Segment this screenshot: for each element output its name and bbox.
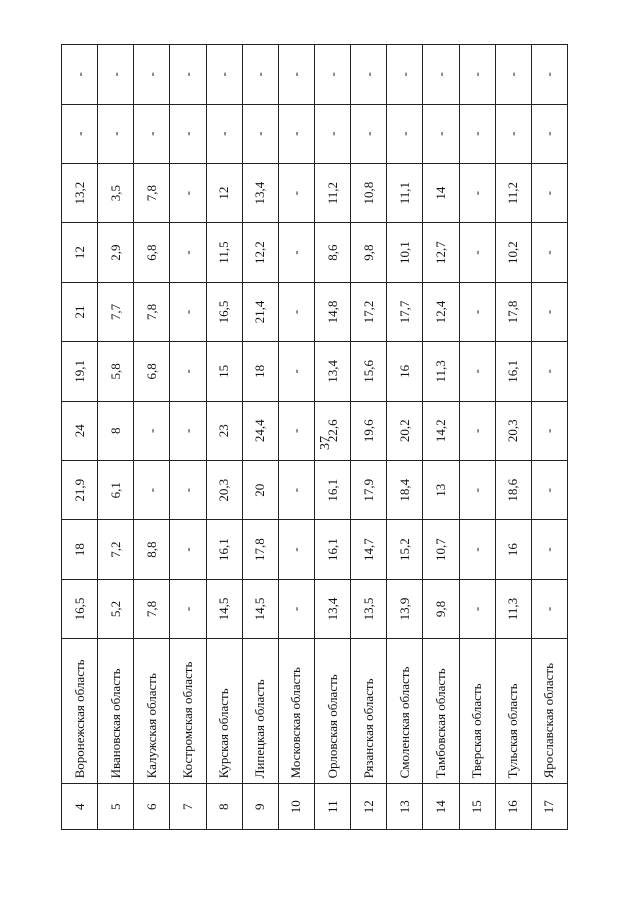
value-cell: - bbox=[278, 520, 314, 579]
value-cell: - bbox=[278, 401, 314, 460]
value-cell: 6,8 bbox=[134, 342, 170, 401]
table-row bbox=[351, 45, 387, 830]
row-number-cell: 4 bbox=[62, 784, 98, 830]
value-cell: - bbox=[387, 104, 423, 163]
row-number-cell: 7 bbox=[170, 784, 206, 830]
table-row bbox=[278, 45, 314, 830]
value-cell: 18 bbox=[62, 520, 98, 579]
value-cell: 11,3 bbox=[423, 342, 459, 401]
value-cell: 16 bbox=[387, 342, 423, 401]
value-cell: - bbox=[459, 520, 495, 579]
row-number-cell: 16 bbox=[495, 784, 531, 830]
value-cell: - bbox=[62, 104, 98, 163]
value-cell: 16,1 bbox=[314, 460, 350, 519]
value-cell: - bbox=[495, 104, 531, 163]
value-cell: - bbox=[170, 163, 206, 222]
value-cell: 20,2 bbox=[387, 401, 423, 460]
value-cell: - bbox=[531, 104, 567, 163]
value-cell: - bbox=[206, 45, 242, 105]
value-cell: 13,2 bbox=[62, 163, 98, 222]
value-cell: 16,1 bbox=[206, 520, 242, 579]
region-name-cell: Ярославская область bbox=[531, 639, 567, 784]
value-cell: 6,8 bbox=[134, 223, 170, 282]
value-cell: 11,2 bbox=[495, 163, 531, 222]
value-cell: - bbox=[423, 104, 459, 163]
region-name-cell: Тульская область bbox=[495, 639, 531, 784]
row-number-cell: 9 bbox=[242, 784, 278, 830]
value-cell: - bbox=[459, 282, 495, 341]
value-cell: 11,5 bbox=[206, 223, 242, 282]
value-cell: - bbox=[170, 282, 206, 341]
region-statistics-table bbox=[61, 44, 568, 830]
value-cell: - bbox=[531, 342, 567, 401]
row-number-cell: 17 bbox=[531, 784, 567, 830]
region-name-cell: Ивановская область bbox=[98, 639, 134, 784]
value-cell: 20 bbox=[242, 460, 278, 519]
value-cell: - bbox=[134, 45, 170, 105]
row-number-cell: 10 bbox=[278, 784, 314, 830]
value-cell: 16,5 bbox=[206, 282, 242, 341]
table-row bbox=[314, 45, 350, 830]
value-cell: - bbox=[170, 401, 206, 460]
value-cell: - bbox=[278, 460, 314, 519]
value-cell: 2,9 bbox=[98, 223, 134, 282]
value-cell: - bbox=[170, 520, 206, 579]
value-cell: 14,2 bbox=[423, 401, 459, 460]
value-cell: 24,4 bbox=[242, 401, 278, 460]
value-cell: 15,2 bbox=[387, 520, 423, 579]
value-cell: 6,1 bbox=[98, 460, 134, 519]
region-name-cell: Тверская область bbox=[459, 639, 495, 784]
value-cell: - bbox=[531, 163, 567, 222]
value-cell: - bbox=[531, 401, 567, 460]
value-cell: 17,2 bbox=[351, 282, 387, 341]
value-cell: - bbox=[387, 45, 423, 105]
region-name-cell: Тамбовская область bbox=[423, 639, 459, 784]
value-cell: - bbox=[62, 45, 98, 105]
value-cell: - bbox=[134, 460, 170, 519]
value-cell: - bbox=[314, 45, 350, 105]
region-name-cell: Орловская область bbox=[314, 639, 350, 784]
value-cell: - bbox=[459, 45, 495, 105]
region-name-cell: Костромская область bbox=[170, 639, 206, 784]
value-cell: - bbox=[459, 342, 495, 401]
value-cell: 12 bbox=[62, 223, 98, 282]
value-cell: 10,2 bbox=[495, 223, 531, 282]
value-cell: 18,6 bbox=[495, 460, 531, 519]
region-name-cell: Смоленская область bbox=[387, 639, 423, 784]
value-cell: 13 bbox=[423, 460, 459, 519]
value-cell: 13,4 bbox=[314, 579, 350, 638]
value-cell: 19,6 bbox=[351, 401, 387, 460]
value-cell: - bbox=[170, 342, 206, 401]
value-cell: - bbox=[314, 104, 350, 163]
value-cell: 7,2 bbox=[98, 520, 134, 579]
value-cell: 13,9 bbox=[387, 579, 423, 638]
value-cell: - bbox=[531, 520, 567, 579]
value-cell: - bbox=[134, 401, 170, 460]
value-cell: 17,8 bbox=[242, 520, 278, 579]
value-cell: 24 bbox=[62, 401, 98, 460]
value-cell: - bbox=[278, 163, 314, 222]
value-cell: - bbox=[531, 223, 567, 282]
value-cell: 10,8 bbox=[351, 163, 387, 222]
value-cell: 16,1 bbox=[495, 342, 531, 401]
row-number-cell: 13 bbox=[387, 784, 423, 830]
value-cell: - bbox=[459, 579, 495, 638]
value-cell: 17,7 bbox=[387, 282, 423, 341]
region-name-cell: Липецкая область bbox=[242, 639, 278, 784]
value-cell: 11,2 bbox=[314, 163, 350, 222]
value-cell: 7,7 bbox=[98, 282, 134, 341]
value-cell: - bbox=[170, 45, 206, 105]
table-row bbox=[62, 45, 98, 830]
value-cell: 18,4 bbox=[387, 460, 423, 519]
value-cell: 9,8 bbox=[423, 579, 459, 638]
value-cell: 14 bbox=[423, 163, 459, 222]
value-cell: 21 bbox=[62, 282, 98, 341]
table-row bbox=[531, 45, 567, 830]
value-cell: - bbox=[278, 282, 314, 341]
value-cell: 13,5 bbox=[351, 579, 387, 638]
value-cell: - bbox=[459, 401, 495, 460]
region-name-cell: Курская область bbox=[206, 639, 242, 784]
value-cell: - bbox=[170, 223, 206, 282]
row-number-cell: 12 bbox=[351, 784, 387, 830]
region-name-cell: Калужская область bbox=[134, 639, 170, 784]
value-cell: 15,6 bbox=[351, 342, 387, 401]
value-cell: - bbox=[278, 104, 314, 163]
value-cell: 10,1 bbox=[387, 223, 423, 282]
value-cell: - bbox=[531, 460, 567, 519]
value-cell: 5,2 bbox=[98, 579, 134, 638]
region-name-cell: Московская область bbox=[278, 639, 314, 784]
value-cell: - bbox=[242, 104, 278, 163]
value-cell: - bbox=[351, 104, 387, 163]
value-cell: 16,1 bbox=[314, 520, 350, 579]
value-cell: - bbox=[531, 579, 567, 638]
value-cell: - bbox=[278, 342, 314, 401]
value-cell: - bbox=[278, 45, 314, 105]
value-cell: 11,1 bbox=[387, 163, 423, 222]
table-row bbox=[459, 45, 495, 830]
value-cell: 13,4 bbox=[314, 342, 350, 401]
value-cell: - bbox=[459, 163, 495, 222]
value-cell: 17,9 bbox=[351, 460, 387, 519]
table-row bbox=[98, 45, 134, 830]
value-cell: 14,5 bbox=[206, 579, 242, 638]
region-name-cell: Рязанская область bbox=[351, 639, 387, 784]
row-number-cell: 15 bbox=[459, 784, 495, 830]
value-cell: - bbox=[170, 460, 206, 519]
value-cell: 14,8 bbox=[314, 282, 350, 341]
value-cell: 22,6 bbox=[314, 401, 350, 460]
value-cell: - bbox=[531, 282, 567, 341]
value-cell: - bbox=[98, 45, 134, 105]
value-cell: 12,7 bbox=[423, 223, 459, 282]
value-cell: 12,2 bbox=[242, 223, 278, 282]
value-cell: 14,5 bbox=[242, 579, 278, 638]
value-cell: - bbox=[495, 45, 531, 105]
row-number-cell: 5 bbox=[98, 784, 134, 830]
value-cell: - bbox=[278, 579, 314, 638]
page-number: 37 bbox=[318, 436, 333, 450]
value-cell: 19,1 bbox=[62, 342, 98, 401]
value-cell: 7,8 bbox=[134, 579, 170, 638]
data-table-container bbox=[61, 44, 568, 830]
value-cell: - bbox=[531, 45, 567, 105]
row-number-cell: 14 bbox=[423, 784, 459, 830]
row-number-cell: 6 bbox=[134, 784, 170, 830]
table-row bbox=[387, 45, 423, 830]
value-cell: 9,8 bbox=[351, 223, 387, 282]
row-number-cell: 8 bbox=[206, 784, 242, 830]
value-cell: 12 bbox=[206, 163, 242, 222]
value-cell: - bbox=[351, 45, 387, 105]
value-cell: - bbox=[459, 460, 495, 519]
value-cell: 8,8 bbox=[134, 520, 170, 579]
table-body bbox=[62, 45, 568, 830]
value-cell: 5,8 bbox=[98, 342, 134, 401]
value-cell: 20,3 bbox=[495, 401, 531, 460]
value-cell: - bbox=[459, 223, 495, 282]
value-cell: - bbox=[459, 104, 495, 163]
value-cell: - bbox=[170, 579, 206, 638]
value-cell: 21,4 bbox=[242, 282, 278, 341]
value-cell: - bbox=[206, 104, 242, 163]
value-cell: 7,8 bbox=[134, 282, 170, 341]
value-cell: 17,8 bbox=[495, 282, 531, 341]
value-cell: 20,3 bbox=[206, 460, 242, 519]
value-cell: 18 bbox=[242, 342, 278, 401]
value-cell: 15 bbox=[206, 342, 242, 401]
region-name-cell: Воронежская область bbox=[62, 639, 98, 784]
value-cell: - bbox=[423, 45, 459, 105]
table-row bbox=[206, 45, 242, 830]
table-row bbox=[423, 45, 459, 830]
value-cell: - bbox=[134, 104, 170, 163]
value-cell: 21,9 bbox=[62, 460, 98, 519]
value-cell: 12,4 bbox=[423, 282, 459, 341]
value-cell: 11,3 bbox=[495, 579, 531, 638]
table-row bbox=[495, 45, 531, 830]
value-cell: 10,7 bbox=[423, 520, 459, 579]
value-cell: 3,5 bbox=[98, 163, 134, 222]
table-row bbox=[170, 45, 206, 830]
value-cell: 14,7 bbox=[351, 520, 387, 579]
value-cell: 23 bbox=[206, 401, 242, 460]
value-cell: 13,4 bbox=[242, 163, 278, 222]
value-cell: 16 bbox=[495, 520, 531, 579]
value-cell: 8 bbox=[98, 401, 134, 460]
value-cell: - bbox=[278, 223, 314, 282]
row-number-cell: 11 bbox=[314, 784, 350, 830]
value-cell: - bbox=[242, 45, 278, 105]
value-cell: 8,6 bbox=[314, 223, 350, 282]
value-cell: 7,8 bbox=[134, 163, 170, 222]
rotated-table-frame bbox=[61, 44, 568, 830]
value-cell: - bbox=[170, 104, 206, 163]
value-cell: - bbox=[98, 104, 134, 163]
table-row bbox=[242, 45, 278, 830]
table-row bbox=[134, 45, 170, 830]
value-cell: 16,5 bbox=[62, 579, 98, 638]
